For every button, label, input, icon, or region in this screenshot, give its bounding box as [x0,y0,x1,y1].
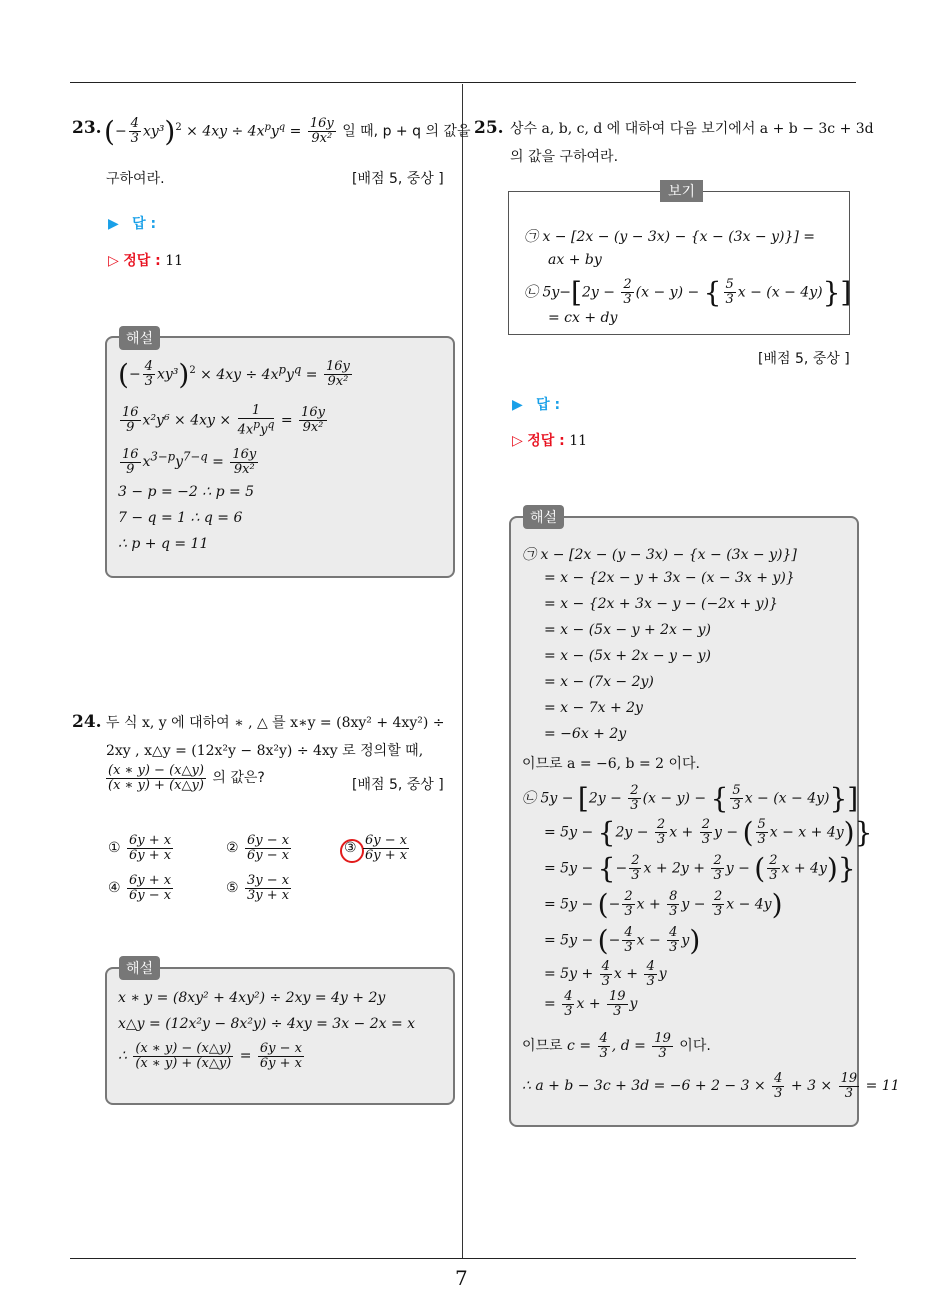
q25-sol-a5: = x − (5x + 2x − y − y) [544,648,711,664]
q23-solution-tag: 해설 [119,326,160,350]
q25-answer-row[interactable]: ▶ 답 : [512,397,561,413]
q25-sol-b5: = 5y − (− $\frac{4}{3}$ x − $\frac{4}{3}$ y) [544,924,701,957]
q25-solution-tag: 해설 [523,505,564,529]
page-number: 7 [455,1266,468,1290]
q24-number: 24. [72,712,102,732]
q24-sol-line2: x△y = (12x²y − 8x²y) ÷ 4xy = 3x − 2x = x [118,1016,416,1032]
q25-sol-a4: = x − (5x − y + 2x − y) [544,622,711,638]
q25-sol-a3: = x − {2x + 3x − y − (−2x + y)} [544,596,778,612]
q24-meta: [배점 5, 중상 ] [352,777,444,793]
q23-sol-line6: ∴ p + q = 11 [118,536,209,552]
q24-line2: 2xy , x△y = (12x²y − 8x²y) ÷ 4xy 로 정의할 때, [106,743,424,759]
top-rule [70,82,856,83]
q24-choice-4[interactable]: ④ $\frac{6y + x}{6y - x}$ [108,873,172,903]
q24-sol-line3: ∴ $\frac{(x ∗ y) - (x\triangle y)}{(x ∗ y) + (x\triangle y)}$ = $\frac{6y - x}{6y + x}$ [118,1041,303,1071]
q25-sol-b2: = 5y − {2y − $\frac{2}{3}$ x + $\frac{2}{3}$ y − ( $\frac{5}{3}$ x − x + 4y)} [544,816,873,849]
q23-line2: 구하여라. [106,171,165,187]
q25-bogi-line1: ㉠ x − [2x − (y − 3x) − {x − (3x − y)}] = [524,229,816,245]
q25-sol-a7: = x − 7x + 2y [544,700,643,716]
bottom-rule [70,1258,856,1259]
q24-solution-box [105,967,455,1105]
outline-triangle-icon: ▷ [108,253,119,269]
q24-choice-3[interactable]: ③ $\frac{6y - x}{6y + x}$ [344,833,408,863]
q25-line2: 의 값을 구하여라. [510,149,619,165]
q24-solution-tag: 해설 [119,956,160,980]
q23-sol-line4: 3 − p = −2 ∴ p = 5 [118,484,255,500]
q23-number: 23. [72,118,102,138]
q24-sol-line1: x ∗ y = (8xy² + 4xy²) ÷ 2xy = 4y + 2y [118,990,386,1006]
q25-line1: 상수 a, b, c, d 에 대하여 다음 보기에서 a + b − 3c + 3d [510,121,874,137]
outline-triangle-icon: ▷ [512,433,523,449]
q25-sol-a9: 이므로 a = −6, b = 2 이다. [522,756,700,772]
q23-sol-line2: $\frac{16}{9}$ x²y⁶ × 4xy × $\frac{1}{4x^py^q}$ = $\frac{16y}{\text{9x²}}$ [122,403,325,437]
q25-bogi-line4: = cx + dy [548,310,618,326]
q25-bogi-line3: ㉡ 5y−[2y − $\frac{2}{3}$ (x − y) − { $\frac{5}{3}$ x − (x − 4y)}] [524,276,852,309]
q25-bogi-tag: 보기 [660,180,703,202]
q24-line3: $\frac{(x ∗ y) - (x\triangle y)}{(x ∗ y) + (x\triangle y)}$ 의 값은? [108,763,265,793]
q25-sol-a2: = x − {2x − y + 3x − (x − 3x + y)} [544,570,795,586]
q25-sol-b4: = 5y − (− $\frac{2}{3}$ x + $\frac{8}{3}$ y − $\frac{2}{3}$ x − 4y) [544,888,783,921]
q23-expression: (− $\frac{4}{3}$ $xy^3)^2 \times 4xy \div 4x^py^q$ = $\frac{16y}{\text{9x²}}$ 일 때, p + q 의 값을 [104,115,471,148]
column-divider [462,84,463,1258]
q25-sol-b7: = $\frac{4}{3}$ x + $\frac{19}{3}$ y [544,989,638,1019]
q23-meta: [배점 5, 중상 ] [352,171,444,187]
q25-sol-b3: = 5y − {− $\frac{2}{3}$ x + 2y + $\frac{2}{3}$ y − ( $\frac{2}{3}$ x + 4y)} [544,852,856,885]
q24-choice-2[interactable]: ② $\frac{6y - x}{6y - x}$ [226,833,290,863]
q25-correct-row: ▷ 정답 : 11 [512,433,588,449]
q23-correct-row: ▷ 정답 : 11 [108,253,184,269]
q25-sol-b8: 이므로 c = $\frac{4}{3}$ , d = $\frac{19}{3}$ 이다. [522,1031,711,1061]
triangle-icon: ▶ [512,397,523,413]
q23-sol-line3: $\frac{16}{9}$ $x^{3-p}y^{7-q}$ = $\frac{16y}{\text{9x²}}$ [122,447,257,477]
q24-choice-1[interactable]: ① $\frac{6y + x}{6y + x}$ [108,833,172,863]
q25-sol-final: ∴ a + b − 3c + 3d = −6 + 2 − 3 × $\frac{4}{3}$ + 3 × $\frac{19}{3}$ = 11 [522,1071,900,1101]
q25-bogi-line2: ax + by [548,252,602,268]
q23-sol-line5: 7 − q = 1 ∴ q = 6 [118,510,243,526]
q25-number: 25. [474,118,504,138]
q25-sol-a6: = x − (7x − 2y) [544,674,654,690]
q25-meta: [배점 5, 중상 ] [758,351,850,367]
q25-sol-b6: = 5y + $\frac{4}{3}$ x + $\frac{4}{3}$ y [544,959,667,989]
q24-choice-5[interactable]: ⑤ $\frac{3y - x}{3y + x}$ [226,873,290,903]
q25-sol-a8: = −6x + 2y [544,726,627,742]
q23-answer-row[interactable]: ▶ 답 : [108,216,157,232]
q25-sol-a1: ㉠ x − [2x − (y − 3x) − {x − (3x − y)}] [522,547,797,563]
triangle-icon: ▶ [108,216,119,232]
q25-sol-b1: ㉡ 5y − [2y − $\frac{2}{3}$ (x − y) − { $\frac{5}{3}$ x − (x − 4y)}] [522,782,859,815]
q24-line1: 두 식 x, y 에 대하여 ∗ , △ 를 x∗y = (8xy² + 4xy²) ÷ [106,715,445,731]
q23-sol-line1: (− $\frac{4}{3}$ $xy^3)^2 \times 4xy \div 4x^py^q$ = $\frac{16y}{\text{9x²}}$ [118,358,350,391]
